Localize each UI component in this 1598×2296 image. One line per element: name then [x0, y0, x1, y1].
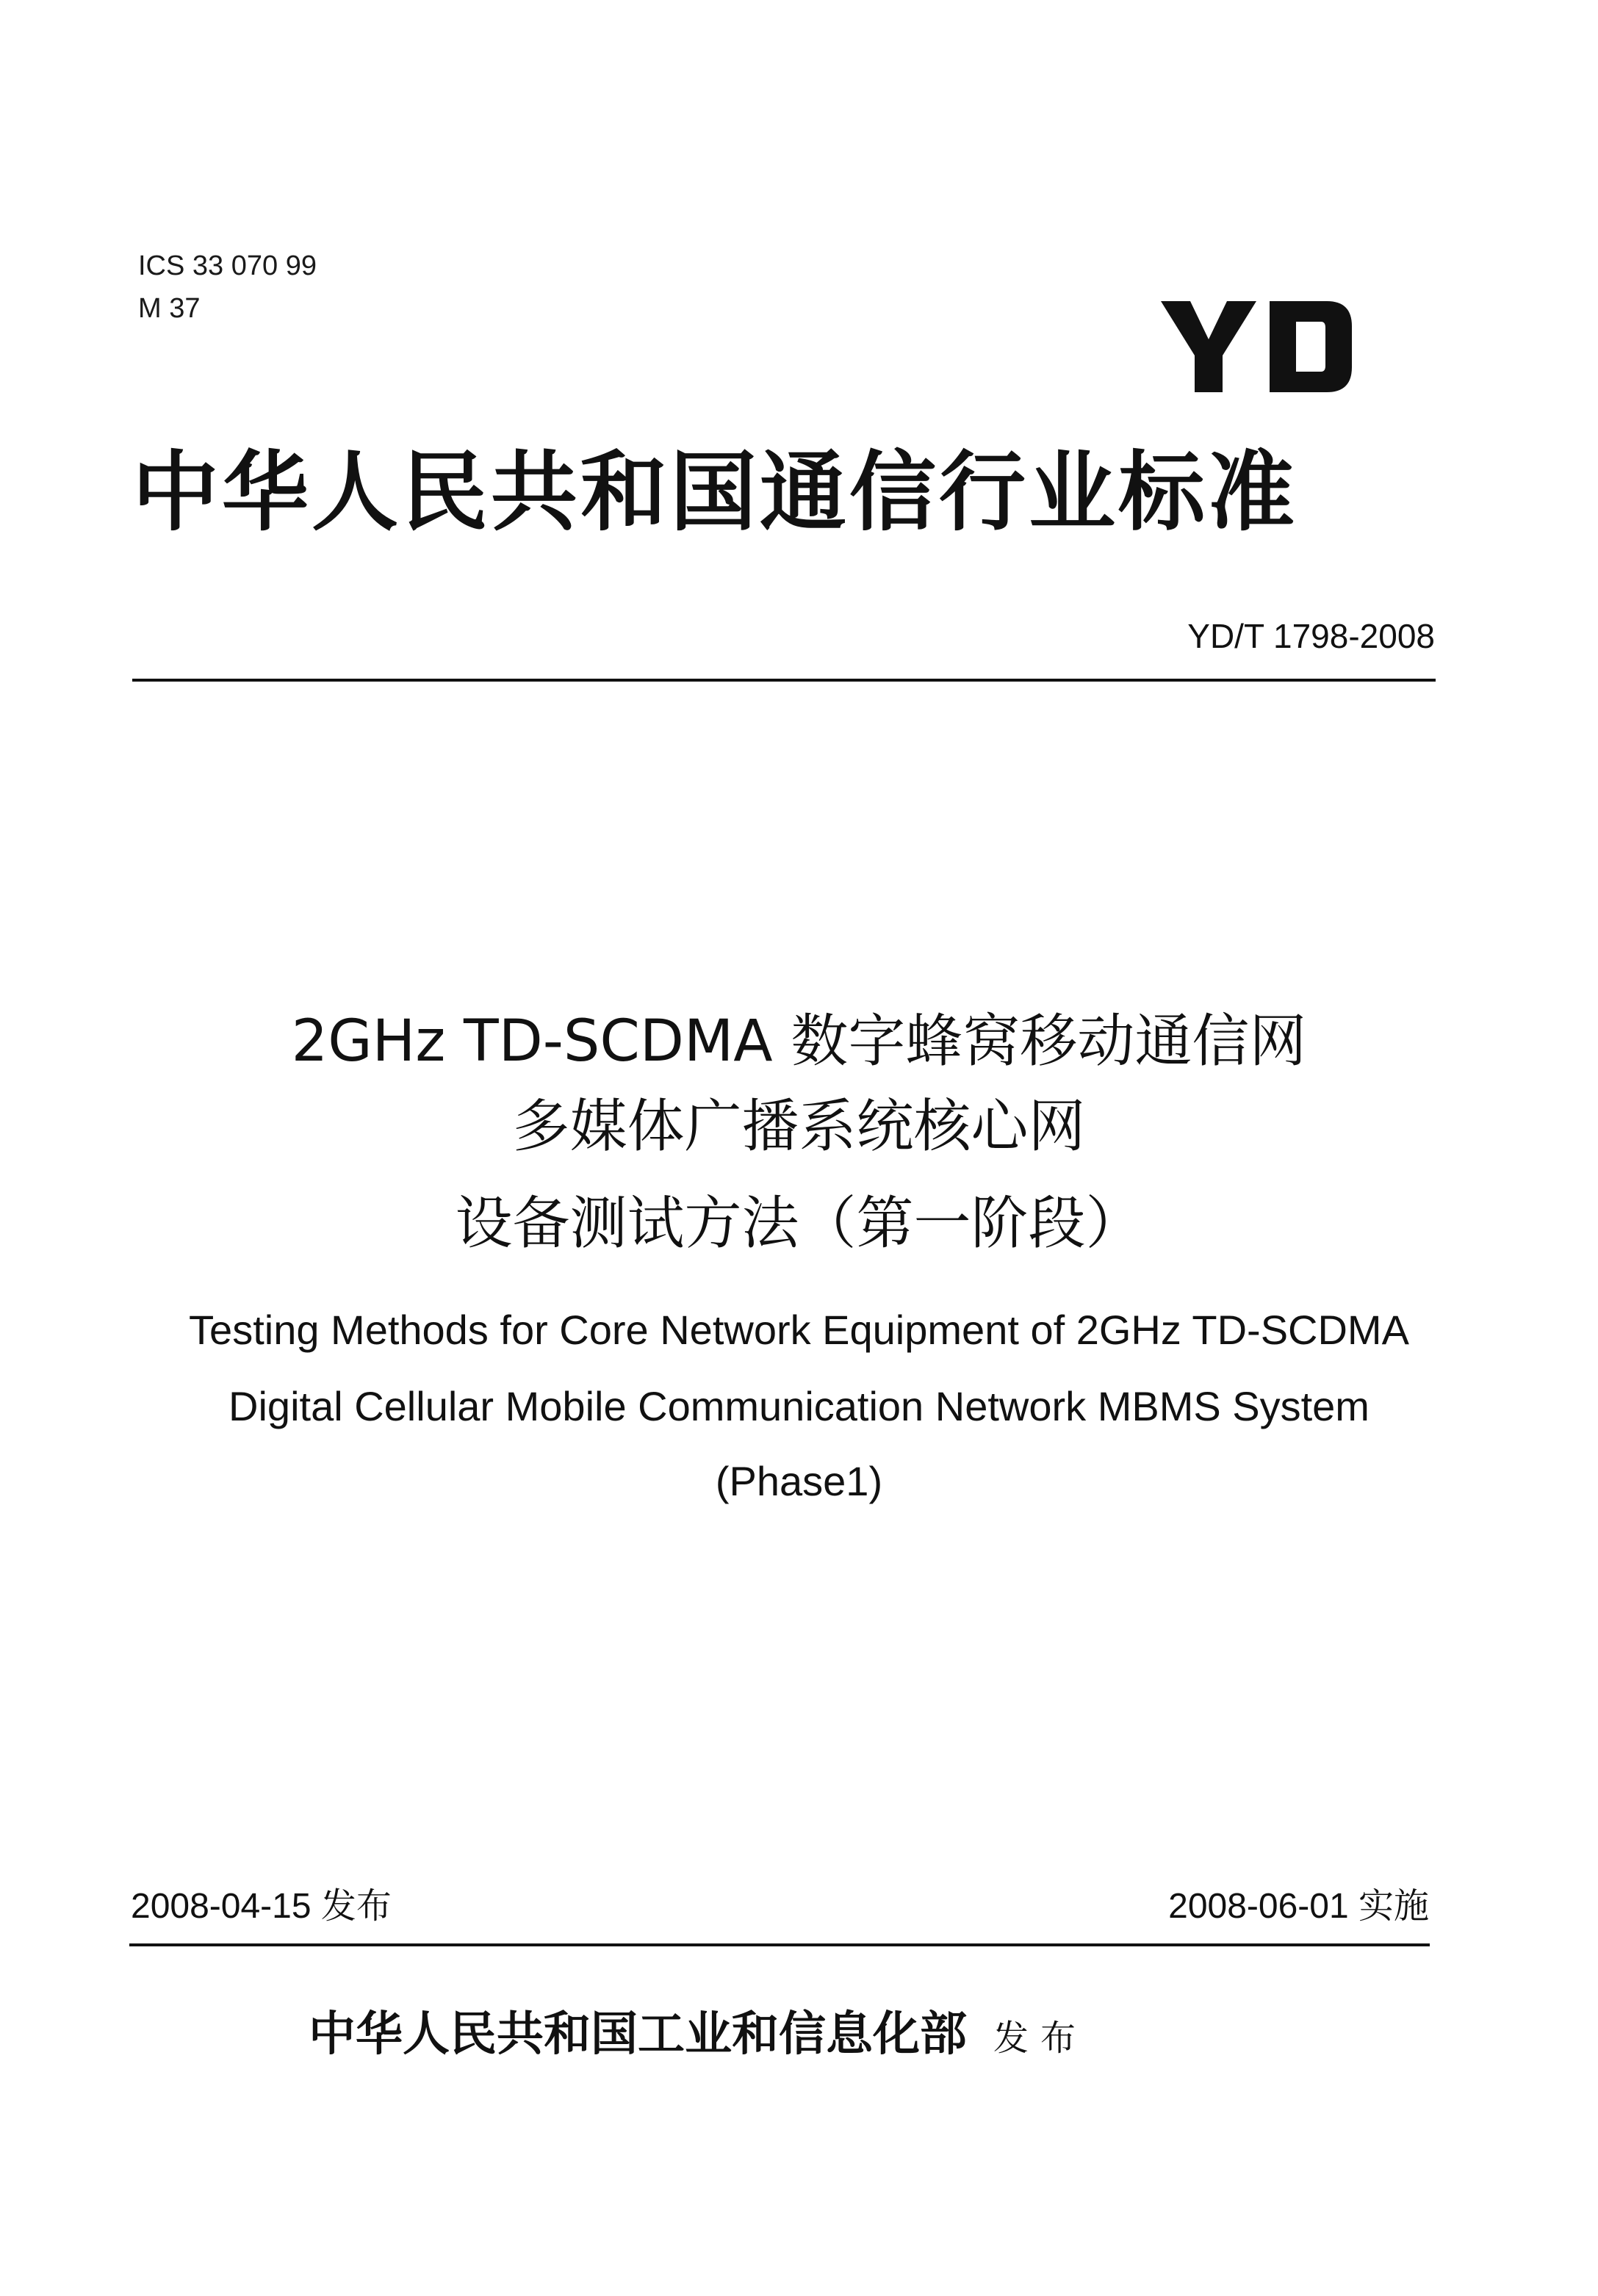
title-en-line-3: (Phase1)	[715, 1458, 883, 1504]
title-en-line-1: Testing Methods for Core Network Equipment of 2GHz TD-SCDMA	[189, 1307, 1409, 1353]
issuing-authority	[309, 2005, 1087, 2068]
implementation-date: 2008-06-01 实施	[1168, 1887, 1429, 1926]
logo-letter-d	[1270, 301, 1352, 392]
title-cn-line-1: 2GHz TD-SCDMA 数字蜂窝移动通信网	[291, 1008, 1307, 1075]
standard-number: YD/T 1798-2008	[1187, 617, 1435, 655]
yd-logo	[1161, 288, 1352, 405]
issuer-action: 发布	[993, 2018, 1088, 2059]
ccs-code: M 37	[138, 293, 201, 324]
issuer-name: 中华人民共和国工业和信息化部	[309, 2007, 967, 2062]
title-en-line-2: Digital Cellular Mobile Communication Network MBMS System	[228, 1383, 1370, 1429]
standard-title: 中华人民共和国通信行业标准	[132, 441, 1298, 543]
divider-top	[132, 679, 1436, 682]
logo-letter-y	[1161, 301, 1256, 392]
title-cn-line-3: 设备测试方法（第一阶段）	[455, 1191, 1143, 1257]
divider-bottom	[129, 1943, 1430, 1946]
title-cn-line-2: 多媒体广播系统核心网	[512, 1094, 1086, 1160]
ics-code: ICS 33 070 99	[138, 250, 317, 281]
issue-date: 2008-04-15 发布	[131, 1887, 392, 1926]
